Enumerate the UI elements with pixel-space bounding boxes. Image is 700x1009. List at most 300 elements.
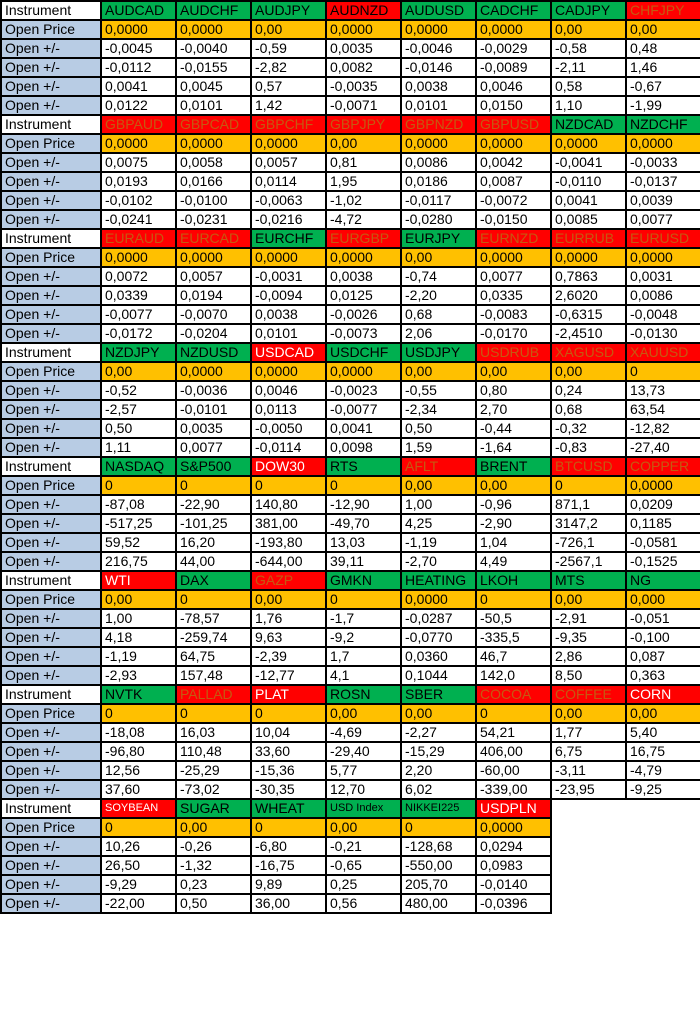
cell-open-change-corn-1[interactable]: 5,40	[626, 723, 700, 742]
cell-open-change-rosn-2[interactable]: -29,40	[326, 742, 401, 761]
cell-header-s-p500[interactable]: S&P500	[176, 457, 251, 476]
cell-open-change-nzdjpy-2[interactable]: -2,57	[101, 400, 176, 419]
cell-open-price-eurchf[interactable]: 0,0000	[251, 248, 326, 267]
cell-open-price-aflt[interactable]: 0,00	[401, 476, 476, 495]
cell-open-change-audjpy-4[interactable]: 1,42	[251, 96, 326, 115]
row-label-open-change[interactable]: Open +/-	[1, 761, 101, 780]
cell-header-btcusd[interactable]: BTCUSD	[551, 457, 626, 476]
cell-open-change-rts-2[interactable]: -49,70	[326, 514, 401, 533]
cell-open-change-mts-1[interactable]: -2,91	[551, 609, 626, 628]
cell-open-change-gbpnzd-4[interactable]: -0,0280	[401, 210, 476, 229]
row-label-open-change[interactable]: Open +/-	[1, 514, 101, 533]
cell-open-price-nvtk[interactable]: 0	[101, 704, 176, 723]
cell-open-change-wti-1[interactable]: 1,00	[101, 609, 176, 628]
cell-open-change-wti-2[interactable]: 4,18	[101, 628, 176, 647]
cell-open-change-wheat-2[interactable]: -16,75	[251, 856, 326, 875]
cell-open-change-audjpy-1[interactable]: -0,59	[251, 39, 326, 58]
cell-open-change-eurcad-4[interactable]: -0,0204	[176, 324, 251, 343]
cell-open-change-usdjpy-1[interactable]: -0,55	[401, 381, 476, 400]
cell-open-price-usdchf[interactable]: 0,0000	[326, 362, 401, 381]
cell-open-change-eurgbp-3[interactable]: -0,0026	[326, 305, 401, 324]
cell-open-change-nzdjpy-1[interactable]: -0,52	[101, 381, 176, 400]
cell-open-change-audusd-2[interactable]: -0,0146	[401, 58, 476, 77]
cell-header-audnzd[interactable]: AUDNZD	[326, 1, 401, 20]
cell-header-nzdusd[interactable]: NZDUSD	[176, 343, 251, 362]
cell-open-price-audchf[interactable]: 0,0000	[176, 20, 251, 39]
cell-open-change-usdpln-3[interactable]: -0,0140	[476, 875, 551, 894]
cell-open-change-eurnzd-4[interactable]: -0,0170	[476, 324, 551, 343]
cell-header-eurrub[interactable]: EURRUB	[551, 229, 626, 248]
cell-open-change-wheat-1[interactable]: -6,80	[251, 837, 326, 856]
cell-open-change-nzdusd-3[interactable]: 0,0035	[176, 419, 251, 438]
cell-open-change-euraud-4[interactable]: -0,0172	[101, 324, 176, 343]
cell-open-change-nvtk-1[interactable]: -18,08	[101, 723, 176, 742]
cell-open-price-eurcad[interactable]: 0,0000	[176, 248, 251, 267]
row-label-instrument[interactable]: Instrument	[1, 799, 101, 818]
cell-header-brent[interactable]: BRENT	[476, 457, 551, 476]
cell-header-wti[interactable]: WTI	[101, 571, 176, 590]
cell-open-change-gbpusd-1[interactable]: 0,0042	[476, 153, 551, 172]
cell-open-change-gbpaud-1[interactable]: 0,0075	[101, 153, 176, 172]
cell-open-price-cadjpy[interactable]: 0,00	[551, 20, 626, 39]
cell-open-change-cadjpy-2[interactable]: -2,11	[551, 58, 626, 77]
cell-open-change-gmkn-2[interactable]: -9,2	[326, 628, 401, 647]
cell-open-change-cadchf-3[interactable]: 0,0046	[476, 77, 551, 96]
cell-header-lkoh[interactable]: LKOH	[476, 571, 551, 590]
cell-header-eurjpy[interactable]: EURJPY	[401, 229, 476, 248]
cell-open-change-eurusd-2[interactable]: 0,0086	[626, 286, 700, 305]
cell-open-change-aflt-4[interactable]: -2,70	[401, 552, 476, 571]
cell-open-change-cocoa-3[interactable]: -60,00	[476, 761, 551, 780]
cell-open-change-usdjpy-2[interactable]: -2,34	[401, 400, 476, 419]
cell-open-price-cocoa[interactable]: 0	[476, 704, 551, 723]
cell-header-plat[interactable]: PLAT	[251, 685, 326, 704]
row-label-open-change[interactable]: Open +/-	[1, 552, 101, 571]
cell-open-change-xauusd-1[interactable]: 13,73	[626, 381, 700, 400]
cell-open-change-gbpusd-4[interactable]: -0,0150	[476, 210, 551, 229]
row-label-open-change[interactable]: Open +/-	[1, 856, 101, 875]
cell-open-change-usdjpy-4[interactable]: 1,59	[401, 438, 476, 457]
cell-open-change-nzdchf-4[interactable]: 0,0077	[626, 210, 700, 229]
cell-open-change-sber-2[interactable]: -15,29	[401, 742, 476, 761]
cell-header-nzdjpy[interactable]: NZDJPY	[101, 343, 176, 362]
cell-open-change-usdchf-4[interactable]: 0,0098	[326, 438, 401, 457]
cell-open-change-copper-2[interactable]: 0,1185	[626, 514, 700, 533]
cell-open-price-nzdjpy[interactable]: 0,00	[101, 362, 176, 381]
row-label-instrument[interactable]: Instrument	[1, 457, 101, 476]
cell-open-change-soybean-1[interactable]: 10,26	[101, 837, 176, 856]
cell-open-price-corn[interactable]: 0,00	[626, 704, 700, 723]
cell-open-change-eurusd-4[interactable]: -0,0130	[626, 324, 700, 343]
cell-open-change-cadjpy-1[interactable]: -0,58	[551, 39, 626, 58]
cell-open-price-usdrub[interactable]: 0,00	[476, 362, 551, 381]
cell-open-change-nzdchf-2[interactable]: -0,0137	[626, 172, 700, 191]
cell-open-change-cocoa-2[interactable]: 406,00	[476, 742, 551, 761]
cell-open-change-usdpln-4[interactable]: -0,0396	[476, 894, 551, 913]
cell-open-price-chfjpy[interactable]: 0,00	[626, 20, 700, 39]
cell-open-change-dax-2[interactable]: -259,74	[176, 628, 251, 647]
cell-open-change-gbpcad-1[interactable]: 0,0058	[176, 153, 251, 172]
cell-open-change-cadchf-1[interactable]: -0,0029	[476, 39, 551, 58]
row-label-open-price[interactable]: Open Price	[1, 476, 101, 495]
cell-open-price-gbpchf[interactable]: 0,0000	[251, 134, 326, 153]
cell-open-change-usd-index-4[interactable]: 0,56	[326, 894, 401, 913]
cell-open-price-ng[interactable]: 0,000	[626, 590, 700, 609]
cell-open-change-lkoh-4[interactable]: 142,0	[476, 666, 551, 685]
cell-header-cocoa[interactable]: COCOA	[476, 685, 551, 704]
cell-open-change-dax-1[interactable]: -78,57	[176, 609, 251, 628]
cell-open-change-ng-3[interactable]: 0,087	[626, 647, 700, 666]
cell-open-change-euraud-1[interactable]: 0,0072	[101, 267, 176, 286]
row-label-instrument[interactable]: Instrument	[1, 343, 101, 362]
cell-open-change-corn-3[interactable]: -4,79	[626, 761, 700, 780]
cell-open-price-usdcad[interactable]: 0,0000	[251, 362, 326, 381]
cell-open-change-s-p500-2[interactable]: -101,25	[176, 514, 251, 533]
cell-open-change-gbpjpy-2[interactable]: 1,95	[326, 172, 401, 191]
row-label-open-price[interactable]: Open Price	[1, 818, 101, 837]
cell-open-change-chfjpy-1[interactable]: 0,48	[626, 39, 700, 58]
cell-header-nzdchf[interactable]: NZDCHF	[626, 115, 700, 134]
cell-open-change-eurrub-1[interactable]: 0,7863	[551, 267, 626, 286]
cell-open-price-audnzd[interactable]: 0,0000	[326, 20, 401, 39]
cell-header-sugar[interactable]: SUGAR	[176, 799, 251, 818]
cell-open-price-mts[interactable]: 0,00	[551, 590, 626, 609]
cell-open-change-eurchf-2[interactable]: -0,0094	[251, 286, 326, 305]
cell-open-change-gmkn-3[interactable]: 1,7	[326, 647, 401, 666]
cell-open-change-eurrub-4[interactable]: -2,4510	[551, 324, 626, 343]
cell-open-change-wti-3[interactable]: -1,19	[101, 647, 176, 666]
cell-open-change-gbpchf-3[interactable]: -0,0063	[251, 191, 326, 210]
row-label-open-change[interactable]: Open +/-	[1, 58, 101, 77]
cell-open-change-xagusd-4[interactable]: -0,83	[551, 438, 626, 457]
cell-open-change-cocoa-1[interactable]: 54,21	[476, 723, 551, 742]
cell-open-change-btcusd-3[interactable]: -726,1	[551, 533, 626, 552]
cell-open-change-eurjpy-1[interactable]: -0,74	[401, 267, 476, 286]
cell-open-change-gbpjpy-3[interactable]: -1,02	[326, 191, 401, 210]
cell-open-price-plat[interactable]: 0	[251, 704, 326, 723]
cell-open-change-sber-3[interactable]: 2,20	[401, 761, 476, 780]
cell-open-change-cocoa-4[interactable]: -339,00	[476, 780, 551, 799]
cell-open-change-usdcad-2[interactable]: 0,0113	[251, 400, 326, 419]
row-label-open-change[interactable]: Open +/-	[1, 647, 101, 666]
cell-open-change-gbpjpy-1[interactable]: 0,81	[326, 153, 401, 172]
cell-open-change-coffee-4[interactable]: -23,95	[551, 780, 626, 799]
cell-open-change-eurnzd-1[interactable]: 0,0077	[476, 267, 551, 286]
cell-header-usdjpy[interactable]: USDJPY	[401, 343, 476, 362]
cell-open-change-chfjpy-2[interactable]: 1,46	[626, 58, 700, 77]
cell-open-change-usdrub-4[interactable]: -1,64	[476, 438, 551, 457]
cell-open-change-xagusd-1[interactable]: 0,24	[551, 381, 626, 400]
cell-open-change-usdchf-2[interactable]: -0,0077	[326, 400, 401, 419]
row-label-open-change[interactable]: Open +/-	[1, 495, 101, 514]
row-label-open-change[interactable]: Open +/-	[1, 381, 101, 400]
cell-open-change-sugar-1[interactable]: -0,26	[176, 837, 251, 856]
cell-open-change-gbpcad-2[interactable]: 0,0166	[176, 172, 251, 191]
cell-open-change-mts-4[interactable]: 8,50	[551, 666, 626, 685]
cell-open-change-heating-4[interactable]: 0,1044	[401, 666, 476, 685]
cell-open-change-gbpcad-4[interactable]: -0,0231	[176, 210, 251, 229]
cell-open-change-usdrub-3[interactable]: -0,44	[476, 419, 551, 438]
cell-open-change-eurgbp-1[interactable]: 0,0038	[326, 267, 401, 286]
cell-open-change-copper-3[interactable]: -0,0581	[626, 533, 700, 552]
cell-open-price-euraud[interactable]: 0,0000	[101, 248, 176, 267]
cell-open-change-nasdaq-3[interactable]: 59,52	[101, 533, 176, 552]
cell-open-change-s-p500-3[interactable]: 16,20	[176, 533, 251, 552]
row-label-open-price[interactable]: Open Price	[1, 248, 101, 267]
cell-open-change-usdpln-2[interactable]: 0,0983	[476, 856, 551, 875]
cell-header-dax[interactable]: DAX	[176, 571, 251, 590]
cell-open-change-nzdchf-1[interactable]: -0,0033	[626, 153, 700, 172]
cell-open-price-audjpy[interactable]: 0,00	[251, 20, 326, 39]
row-label-open-change[interactable]: Open +/-	[1, 153, 101, 172]
cell-header-eurcad[interactable]: EURCAD	[176, 229, 251, 248]
cell-open-change-audchf-2[interactable]: -0,0155	[176, 58, 251, 77]
cell-open-change-brent-1[interactable]: -0,96	[476, 495, 551, 514]
row-label-open-change[interactable]: Open +/-	[1, 267, 101, 286]
cell-header-euraud[interactable]: EURAUD	[101, 229, 176, 248]
cell-open-change-ng-2[interactable]: -0,100	[626, 628, 700, 647]
cell-open-change-eurjpy-2[interactable]: -2,20	[401, 286, 476, 305]
cell-open-price-usdjpy[interactable]: 0,00	[401, 362, 476, 381]
cell-header-gazp[interactable]: GAZP	[251, 571, 326, 590]
cell-open-change-nzdcad-4[interactable]: 0,0085	[551, 210, 626, 229]
row-label-open-change[interactable]: Open +/-	[1, 305, 101, 324]
cell-open-change-dow30-2[interactable]: 381,00	[251, 514, 326, 533]
cell-open-change-gbpnzd-3[interactable]: -0,0117	[401, 191, 476, 210]
cell-open-change-pallad-1[interactable]: 16,03	[176, 723, 251, 742]
cell-open-change-gbpaud-2[interactable]: 0,0193	[101, 172, 176, 191]
cell-header-audchf[interactable]: AUDCHF	[176, 1, 251, 20]
cell-open-change-audnzd-3[interactable]: -0,0035	[326, 77, 401, 96]
cell-open-change-usdpln-1[interactable]: 0,0294	[476, 837, 551, 856]
cell-open-change-sugar-4[interactable]: 0,50	[176, 894, 251, 913]
cell-header-mts[interactable]: MTS	[551, 571, 626, 590]
cell-open-change-audchf-3[interactable]: 0,0045	[176, 77, 251, 96]
row-label-instrument[interactable]: Instrument	[1, 115, 101, 134]
row-label-open-change[interactable]: Open +/-	[1, 210, 101, 229]
cell-open-change-wheat-3[interactable]: 9,89	[251, 875, 326, 894]
cell-open-change-nvtk-3[interactable]: 12,56	[101, 761, 176, 780]
cell-open-change-coffee-2[interactable]: 6,75	[551, 742, 626, 761]
cell-open-price-audcad[interactable]: 0,0000	[101, 20, 176, 39]
cell-open-change-aflt-3[interactable]: -1,19	[401, 533, 476, 552]
cell-open-change-rosn-4[interactable]: 12,70	[326, 780, 401, 799]
cell-open-price-brent[interactable]: 0,00	[476, 476, 551, 495]
cell-open-change-corn-4[interactable]: -9,25	[626, 780, 700, 799]
cell-open-change-rosn-1[interactable]: -4,69	[326, 723, 401, 742]
cell-open-change-eurjpy-4[interactable]: 2,06	[401, 324, 476, 343]
cell-open-change-dow30-4[interactable]: -644,00	[251, 552, 326, 571]
row-label-open-change[interactable]: Open +/-	[1, 438, 101, 457]
cell-open-change-eurchf-3[interactable]: 0,0038	[251, 305, 326, 324]
cell-open-change-copper-1[interactable]: 0,0209	[626, 495, 700, 514]
cell-open-change-euraud-3[interactable]: -0,0077	[101, 305, 176, 324]
cell-open-price-nzdusd[interactable]: 0,0000	[176, 362, 251, 381]
cell-open-change-audcad-2[interactable]: -0,0112	[101, 58, 176, 77]
cell-open-change-sber-4[interactable]: 6,02	[401, 780, 476, 799]
cell-open-price-cadchf[interactable]: 0,0000	[476, 20, 551, 39]
cell-header-soybean[interactable]: SOYBEAN	[101, 799, 176, 818]
cell-open-change-eurusd-1[interactable]: 0,0031	[626, 267, 700, 286]
cell-header-nvtk[interactable]: NVTK	[101, 685, 176, 704]
cell-open-price-sber[interactable]: 0,00	[401, 704, 476, 723]
cell-open-change-audcad-4[interactable]: 0,0122	[101, 96, 176, 115]
cell-open-change-gbpaud-4[interactable]: -0,0241	[101, 210, 176, 229]
cell-open-change-plat-2[interactable]: 33,60	[251, 742, 326, 761]
cell-header-audjpy[interactable]: AUDJPY	[251, 1, 326, 20]
cell-header-aflt[interactable]: AFLT	[401, 457, 476, 476]
cell-header-rosn[interactable]: ROSN	[326, 685, 401, 704]
row-label-open-change[interactable]: Open +/-	[1, 780, 101, 799]
cell-open-change-corn-2[interactable]: 16,75	[626, 742, 700, 761]
cell-header-gmkn[interactable]: GMKN	[326, 571, 401, 590]
cell-open-price-nzdcad[interactable]: 0,0000	[551, 134, 626, 153]
cell-open-change-aflt-2[interactable]: 4,25	[401, 514, 476, 533]
cell-open-price-wti[interactable]: 0,00	[101, 590, 176, 609]
cell-header-eurchf[interactable]: EURCHF	[251, 229, 326, 248]
cell-open-change-eurcad-1[interactable]: 0,0057	[176, 267, 251, 286]
cell-open-change-gazp-3[interactable]: -2,39	[251, 647, 326, 666]
cell-open-change-gmkn-4[interactable]: 4,1	[326, 666, 401, 685]
cell-open-change-plat-4[interactable]: -30,35	[251, 780, 326, 799]
cell-open-change-cadchf-4[interactable]: 0,0150	[476, 96, 551, 115]
row-label-open-change[interactable]: Open +/-	[1, 286, 101, 305]
cell-open-change-gazp-1[interactable]: 1,76	[251, 609, 326, 628]
cell-header-sber[interactable]: SBER	[401, 685, 476, 704]
cell-header-cadchf[interactable]: CADCHF	[476, 1, 551, 20]
cell-open-change-xauusd-2[interactable]: 63,54	[626, 400, 700, 419]
cell-open-change-copper-4[interactable]: -0,1525	[626, 552, 700, 571]
cell-open-change-gbpusd-3[interactable]: -0,0072	[476, 191, 551, 210]
cell-open-change-pallad-2[interactable]: 110,48	[176, 742, 251, 761]
cell-header-usdcad[interactable]: USDCAD	[251, 343, 326, 362]
cell-open-price-eurgbp[interactable]: 0,0000	[326, 248, 401, 267]
cell-open-change-soybean-3[interactable]: -9,29	[101, 875, 176, 894]
cell-open-change-eurchf-1[interactable]: -0,0031	[251, 267, 326, 286]
cell-open-price-gazp[interactable]: 0,00	[251, 590, 326, 609]
cell-open-change-usdcad-1[interactable]: 0,0046	[251, 381, 326, 400]
cell-open-price-heating[interactable]: 0,0000	[401, 590, 476, 609]
cell-open-price-gbpcad[interactable]: 0,0000	[176, 134, 251, 153]
cell-open-price-audusd[interactable]: 0,0000	[401, 20, 476, 39]
cell-open-change-gbpchf-1[interactable]: 0,0057	[251, 153, 326, 172]
cell-open-change-gazp-2[interactable]: 9,63	[251, 628, 326, 647]
cell-open-change-usdrub-2[interactable]: 2,70	[476, 400, 551, 419]
cell-open-change-nasdaq-1[interactable]: -87,08	[101, 495, 176, 514]
cell-open-price-gbpusd[interactable]: 0,0000	[476, 134, 551, 153]
cell-open-change-eurcad-2[interactable]: 0,0194	[176, 286, 251, 305]
cell-header-coffee[interactable]: COFFEE	[551, 685, 626, 704]
row-label-open-change[interactable]: Open +/-	[1, 723, 101, 742]
cell-header-gbpnzd[interactable]: GBPNZD	[401, 115, 476, 134]
row-label-open-price[interactable]: Open Price	[1, 704, 101, 723]
cell-open-change-audchf-4[interactable]: 0,0101	[176, 96, 251, 115]
cell-open-change-audchf-1[interactable]: -0,0040	[176, 39, 251, 58]
cell-open-change-sber-1[interactable]: -2,27	[401, 723, 476, 742]
cell-open-change-usd-index-3[interactable]: 0,25	[326, 875, 401, 894]
cell-header-gbpjpy[interactable]: GBPJPY	[326, 115, 401, 134]
cell-open-change-ng-1[interactable]: -0,051	[626, 609, 700, 628]
cell-open-change-chfjpy-4[interactable]: -1,99	[626, 96, 700, 115]
cell-open-change-audjpy-3[interactable]: 0,57	[251, 77, 326, 96]
cell-open-change-lkoh-1[interactable]: -50,5	[476, 609, 551, 628]
cell-open-change-cadjpy-3[interactable]: 0,58	[551, 77, 626, 96]
cell-open-change-heating-3[interactable]: 0,0360	[401, 647, 476, 666]
cell-open-price-lkoh[interactable]: 0	[476, 590, 551, 609]
cell-open-change-dow30-1[interactable]: 140,80	[251, 495, 326, 514]
cell-open-price-dow30[interactable]: 0	[251, 476, 326, 495]
row-label-open-change[interactable]: Open +/-	[1, 324, 101, 343]
row-label-open-change[interactable]: Open +/-	[1, 400, 101, 419]
cell-open-price-soybean[interactable]: 0	[101, 818, 176, 837]
cell-header-eurnzd[interactable]: EURNZD	[476, 229, 551, 248]
cell-open-change-pallad-4[interactable]: -73,02	[176, 780, 251, 799]
cell-open-change-usd-index-2[interactable]: -0,65	[326, 856, 401, 875]
cell-open-change-nzdjpy-3[interactable]: 0,50	[101, 419, 176, 438]
cell-open-change-nzdcad-2[interactable]: -0,0110	[551, 172, 626, 191]
cell-open-change-dax-3[interactable]: 64,75	[176, 647, 251, 666]
cell-open-change-btcusd-1[interactable]: 871,1	[551, 495, 626, 514]
cell-header-nikkei225[interactable]: NIKKEI225	[401, 799, 476, 818]
cell-header-gbpusd[interactable]: GBPUSD	[476, 115, 551, 134]
cell-open-change-nikkei225-1[interactable]: -128,68	[401, 837, 476, 856]
cell-open-change-nikkei225-2[interactable]: -550,00	[401, 856, 476, 875]
cell-open-change-nzdusd-2[interactable]: -0,0101	[176, 400, 251, 419]
cell-open-change-gmkn-1[interactable]: -1,7	[326, 609, 401, 628]
cell-open-change-nzdcad-1[interactable]: -0,0041	[551, 153, 626, 172]
cell-open-change-gazp-4[interactable]: -12,77	[251, 666, 326, 685]
cell-open-change-audcad-1[interactable]: -0,0045	[101, 39, 176, 58]
row-label-open-change[interactable]: Open +/-	[1, 39, 101, 58]
cell-open-change-brent-3[interactable]: 1,04	[476, 533, 551, 552]
cell-open-change-audnzd-2[interactable]: 0,0082	[326, 58, 401, 77]
cell-open-price-sugar[interactable]: 0,00	[176, 818, 251, 837]
cell-open-change-xagusd-2[interactable]: 0,68	[551, 400, 626, 419]
row-label-instrument[interactable]: Instrument	[1, 1, 101, 20]
cell-open-price-s-p500[interactable]: 0	[176, 476, 251, 495]
row-label-open-price[interactable]: Open Price	[1, 590, 101, 609]
cell-open-change-audnzd-4[interactable]: -0,0071	[326, 96, 401, 115]
cell-open-change-eurusd-3[interactable]: -0,0048	[626, 305, 700, 324]
cell-open-price-dax[interactable]: 0	[176, 590, 251, 609]
cell-header-dow30[interactable]: DOW30	[251, 457, 326, 476]
cell-header-gbpaud[interactable]: GBPAUD	[101, 115, 176, 134]
cell-header-heating[interactable]: HEATING	[401, 571, 476, 590]
cell-open-change-xagusd-3[interactable]: -0,32	[551, 419, 626, 438]
cell-open-change-gbpusd-2[interactable]: 0,0087	[476, 172, 551, 191]
cell-open-change-usdchf-1[interactable]: -0,0023	[326, 381, 401, 400]
cell-open-change-audusd-1[interactable]: -0,0046	[401, 39, 476, 58]
cell-open-change-lkoh-2[interactable]: -335,5	[476, 628, 551, 647]
cell-open-change-mts-2[interactable]: -9,35	[551, 628, 626, 647]
cell-open-change-gbpaud-3[interactable]: -0,0102	[101, 191, 176, 210]
cell-open-change-eurgbp-2[interactable]: 0,0125	[326, 286, 401, 305]
cell-open-price-rts[interactable]: 0	[326, 476, 401, 495]
row-label-open-change[interactable]: Open +/-	[1, 96, 101, 115]
row-label-open-change[interactable]: Open +/-	[1, 419, 101, 438]
row-label-open-change[interactable]: Open +/-	[1, 609, 101, 628]
cell-open-change-audcad-3[interactable]: 0,0041	[101, 77, 176, 96]
cell-open-change-cadjpy-4[interactable]: 1,10	[551, 96, 626, 115]
cell-open-change-aflt-1[interactable]: 1,00	[401, 495, 476, 514]
cell-open-change-gbpcad-3[interactable]: -0,0100	[176, 191, 251, 210]
cell-open-change-rts-1[interactable]: -12,90	[326, 495, 401, 514]
cell-open-price-usd-index[interactable]: 0,00	[326, 818, 401, 837]
cell-open-change-soybean-2[interactable]: 26,50	[101, 856, 176, 875]
row-label-open-price[interactable]: Open Price	[1, 134, 101, 153]
cell-open-change-gbpnzd-2[interactable]: 0,0186	[401, 172, 476, 191]
cell-open-price-gbpnzd[interactable]: 0,0000	[401, 134, 476, 153]
